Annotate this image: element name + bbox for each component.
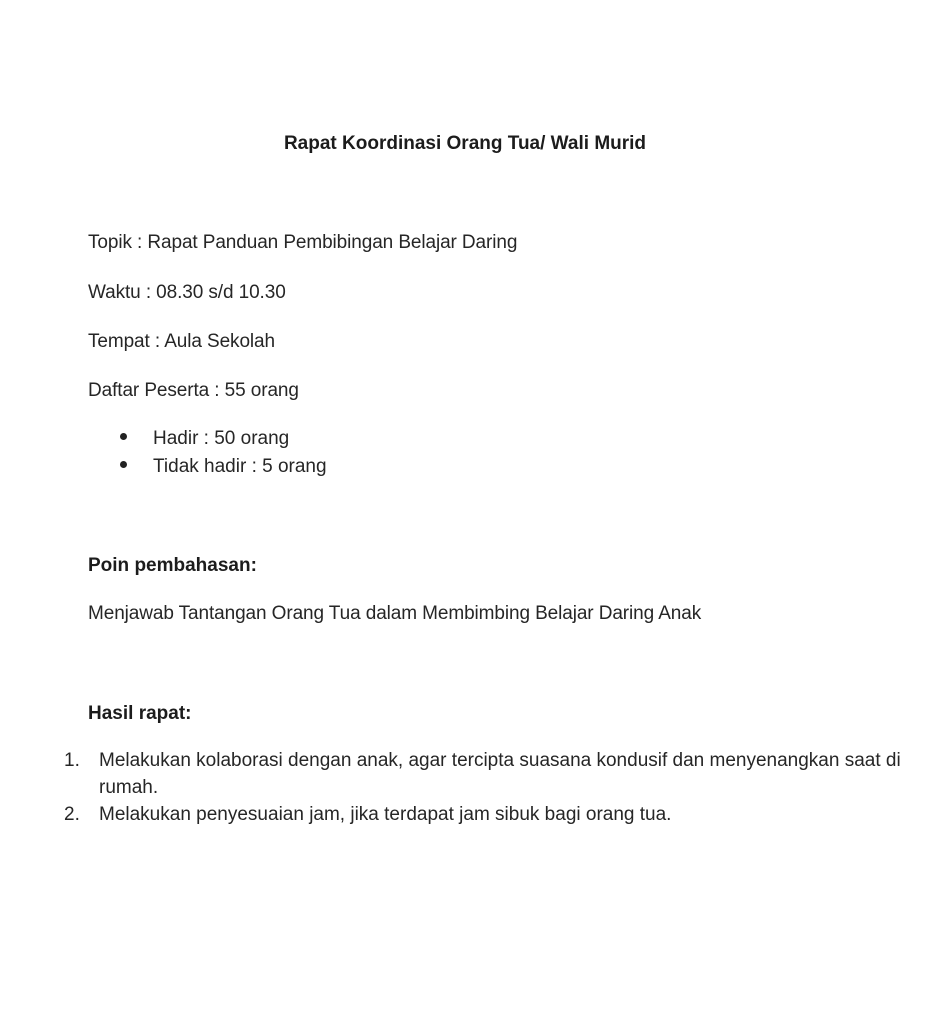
results-heading: Hasil rapat: xyxy=(88,703,192,724)
result-text: Melakukan penyesuaian jam, jika terdapat jam sibuk bagi orang tua. xyxy=(99,804,672,825)
result-item-1 xyxy=(64,747,904,801)
bullet-icon xyxy=(120,461,127,468)
time-line: Waktu : 08.30 s/d 10.30 xyxy=(88,282,286,303)
attendance-label: Hadir : 50 orang xyxy=(153,428,290,449)
result-text: Melakukan kolaborasi dengan anak, agar tercipta suasana kondusif dan menyenangkan saat di rumah. xyxy=(99,750,901,798)
result-item-2 xyxy=(64,801,904,828)
participants-line: Daftar Peserta : 55 orang xyxy=(88,380,299,401)
discussion-heading: Poin pembahasan: xyxy=(88,555,257,576)
document-title: Rapat Koordinasi Orang Tua/ Wali Murid xyxy=(283,133,647,154)
bullet-icon xyxy=(120,433,127,440)
discussion-text: Menjawab Tantangan Orang Tua dalam Membimbing Belajar Daring Anak xyxy=(88,603,702,624)
attendance-label: Tidak hadir : 5 orang xyxy=(153,456,327,477)
topic-line: Topik : Rapat Panduan Pembibingan Belajar Daring xyxy=(88,232,518,253)
attendance-item-present xyxy=(120,428,289,450)
attendance-item-absent xyxy=(120,456,327,478)
list-number: 2. xyxy=(64,804,80,825)
location-line: Tempat : Aula Sekolah xyxy=(88,331,275,352)
list-number: 1. xyxy=(64,750,80,771)
